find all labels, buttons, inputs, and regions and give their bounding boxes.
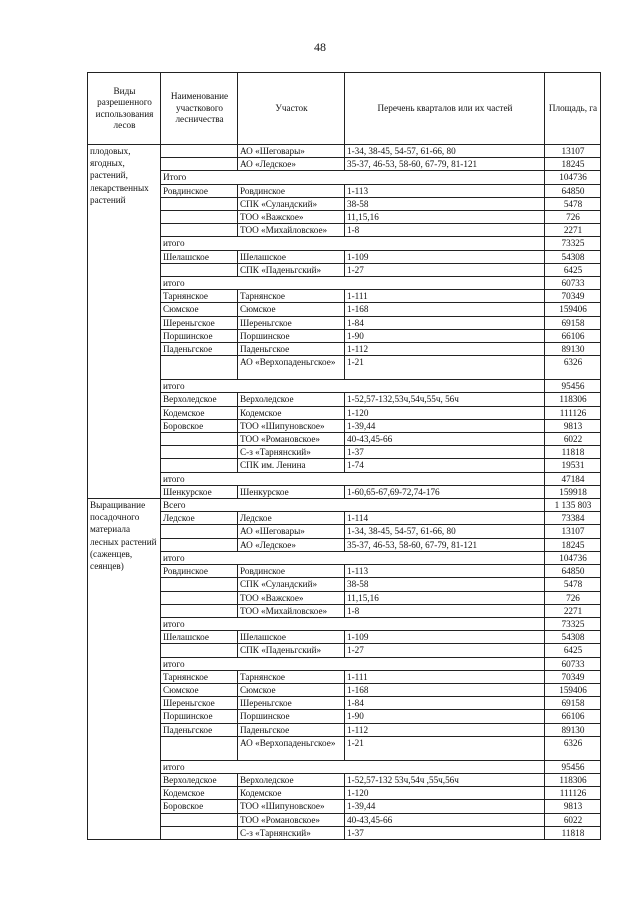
section-cell: АО «Ледское» xyxy=(238,158,345,171)
forestry-cell xyxy=(161,813,238,826)
forestry-cell xyxy=(161,578,238,591)
quarters-cell: 1-84 xyxy=(345,316,545,329)
table-row xyxy=(88,512,601,525)
table-row xyxy=(88,710,601,723)
area-cell: 60733 xyxy=(545,657,601,670)
area-cell: 6425 xyxy=(545,644,601,657)
section-cell: Шелашское xyxy=(238,250,345,263)
area-cell: 95456 xyxy=(545,380,601,393)
table-row xyxy=(88,145,601,158)
table-row xyxy=(88,184,601,197)
header-forestry: Наименование участкового лесничества xyxy=(161,73,238,145)
total-label-cell: итого xyxy=(161,657,545,670)
section-cell: СПК им. Ленина xyxy=(238,459,345,472)
quarters-cell: 1-60,65-67,69-72,74-176 xyxy=(345,485,545,498)
area-cell: 89130 xyxy=(545,343,601,356)
area-cell: 18245 xyxy=(545,538,601,551)
quarters-cell: 11,15,16 xyxy=(345,591,545,604)
quarters-cell: 1-120 xyxy=(345,787,545,800)
area-cell: 19531 xyxy=(545,459,601,472)
area-cell: 13107 xyxy=(545,145,601,158)
table-row xyxy=(88,211,601,224)
forestry-cell: Кодемское xyxy=(161,406,238,419)
area-cell: 104736 xyxy=(545,171,601,184)
section-cell: Ледское xyxy=(238,512,345,525)
area-cell: 159406 xyxy=(545,683,601,696)
table-row xyxy=(88,578,601,591)
table-row xyxy=(88,277,601,290)
table-row xyxy=(88,631,601,644)
forestry-cell xyxy=(161,433,238,446)
table-row xyxy=(88,472,601,485)
forestry-cell: Боровское xyxy=(161,419,238,432)
forestry-cell: Шереньгское xyxy=(161,697,238,710)
section-cell: АО «Шеговары» xyxy=(238,525,345,538)
table-row xyxy=(88,617,601,630)
area-cell: 69158 xyxy=(545,316,601,329)
quarters-cell: 1-21 xyxy=(345,736,545,760)
section-cell: С-з «Тарнянский» xyxy=(238,446,345,459)
table-row xyxy=(88,316,601,329)
section-cell: Сюмское xyxy=(238,303,345,316)
quarters-cell: 1-27 xyxy=(345,263,545,276)
forestry-cell: Шелашское xyxy=(161,631,238,644)
section-cell: АО «Ледское» xyxy=(238,538,345,551)
table-row xyxy=(88,197,601,210)
section-cell: Паденьгское xyxy=(238,723,345,736)
table-row xyxy=(88,171,601,184)
use-kind-cell: Выращивание посадочного материала лесных растений (саженцев, сеянцев) xyxy=(88,499,161,840)
quarters-cell: 1-52,57-132 53ч,54ч ,55ч,56ч xyxy=(345,773,545,786)
area-cell: 159406 xyxy=(545,303,601,316)
total-label-cell: итого xyxy=(161,380,545,393)
table-row xyxy=(88,499,601,512)
area-cell: 18245 xyxy=(545,158,601,171)
quarters-cell: 1-34, 38-45, 54-57, 61-66, 80 xyxy=(345,145,545,158)
forestry-cell: Верхоледское xyxy=(161,393,238,406)
table-body xyxy=(88,145,601,840)
table-row xyxy=(88,525,601,538)
section-cell: Поршинское xyxy=(238,329,345,342)
area-cell: 6425 xyxy=(545,263,601,276)
forestry-cell xyxy=(161,736,238,760)
quarters-cell: 1-109 xyxy=(345,631,545,644)
section-cell: АО «Верхопаденьгское» xyxy=(238,356,345,380)
quarters-cell: 1-111 xyxy=(345,670,545,683)
quarters-cell: 1-74 xyxy=(345,459,545,472)
forestry-cell xyxy=(161,446,238,459)
header-quarters: Перечень кварталов или их частей xyxy=(345,73,545,145)
quarters-cell: 1-8 xyxy=(345,224,545,237)
section-cell: Ровдинское xyxy=(238,565,345,578)
header-kind: Виды разрешенного использования лесов xyxy=(88,73,161,145)
forestry-cell xyxy=(161,145,238,158)
quarters-cell: 35-37, 46-53, 58-60, 67-79, 81-121 xyxy=(345,538,545,551)
forestry-cell: Боровское xyxy=(161,800,238,813)
quarters-cell: 1-8 xyxy=(345,604,545,617)
area-cell: 73384 xyxy=(545,512,601,525)
header-area: Площадь, га xyxy=(545,73,601,145)
table-row xyxy=(88,723,601,736)
forest-use-table xyxy=(87,72,601,840)
table-row xyxy=(88,485,601,498)
table-row xyxy=(88,158,601,171)
table-row xyxy=(88,343,601,356)
section-cell: Кодемское xyxy=(238,406,345,419)
forestry-cell: Тарнянское xyxy=(161,670,238,683)
quarters-cell: 35-37, 46-53, 58-60, 67-79, 81-121 xyxy=(345,158,545,171)
quarters-cell: 38-58 xyxy=(345,578,545,591)
section-cell: Паденьгское xyxy=(238,343,345,356)
table-row xyxy=(88,644,601,657)
quarters-cell: 1-27 xyxy=(345,644,545,657)
forestry-cell: Шереньгское xyxy=(161,316,238,329)
section-cell: Шереньгское xyxy=(238,697,345,710)
quarters-cell: 1-111 xyxy=(345,290,545,303)
quarters-cell: 1-168 xyxy=(345,303,545,316)
quarters-cell: 1-21 xyxy=(345,356,545,380)
quarters-cell: 1-90 xyxy=(345,710,545,723)
area-cell: 95456 xyxy=(545,760,601,773)
area-cell: 118306 xyxy=(545,773,601,786)
quarters-cell: 1-39,44 xyxy=(345,419,545,432)
table-row xyxy=(88,697,601,710)
area-cell: 6022 xyxy=(545,433,601,446)
section-cell: Верхоледское xyxy=(238,773,345,786)
area-cell: 726 xyxy=(545,211,601,224)
area-cell: 6326 xyxy=(545,736,601,760)
forestry-cell xyxy=(161,224,238,237)
section-cell: ТОО «Шипуновское» xyxy=(238,800,345,813)
table-row xyxy=(88,406,601,419)
forestry-cell: Поршинское xyxy=(161,329,238,342)
total-label-cell: итого xyxy=(161,617,545,630)
quarters-cell: 1-112 xyxy=(345,723,545,736)
table-row xyxy=(88,538,601,551)
area-cell: 6022 xyxy=(545,813,601,826)
section-cell: ТОО «Романовское» xyxy=(238,813,345,826)
section-cell: Ровдинское xyxy=(238,184,345,197)
section-cell: Сюмское xyxy=(238,683,345,696)
area-cell: 54308 xyxy=(545,250,601,263)
quarters-cell: 1-37 xyxy=(345,446,545,459)
table-row xyxy=(88,356,601,380)
header-section: Участок xyxy=(238,73,345,145)
table-row xyxy=(88,433,601,446)
table-row xyxy=(88,565,601,578)
quarters-cell: 1-113 xyxy=(345,565,545,578)
total-label-cell: итого xyxy=(161,760,545,773)
quarters-cell: 1-109 xyxy=(345,250,545,263)
section-cell: ТОО «Романовское» xyxy=(238,433,345,446)
section-cell: ТОО «Важское» xyxy=(238,591,345,604)
section-cell: Шелашское xyxy=(238,631,345,644)
forestry-cell: Тарнянское xyxy=(161,290,238,303)
table-row xyxy=(88,224,601,237)
forestry-cell: Кодемское xyxy=(161,787,238,800)
table-header-row xyxy=(88,73,601,145)
forestry-cell xyxy=(161,591,238,604)
table-row xyxy=(88,263,601,276)
area-cell: 2271 xyxy=(545,604,601,617)
area-cell: 54308 xyxy=(545,631,601,644)
area-cell: 64850 xyxy=(545,184,601,197)
section-cell: Тарнянское xyxy=(238,290,345,303)
forestry-cell xyxy=(161,263,238,276)
quarters-cell: 1-112 xyxy=(345,343,545,356)
quarters-cell: 1-90 xyxy=(345,329,545,342)
table-row xyxy=(88,329,601,342)
section-cell: ТОО «Михайловское» xyxy=(238,604,345,617)
table-row xyxy=(88,800,601,813)
section-cell: Кодемское xyxy=(238,787,345,800)
forestry-cell xyxy=(161,158,238,171)
table-row xyxy=(88,446,601,459)
section-cell: С-з «Тарнянский» xyxy=(238,826,345,839)
quarters-cell: 1-39,44 xyxy=(345,800,545,813)
area-cell: 111126 xyxy=(545,406,601,419)
forestry-cell: Ледское xyxy=(161,512,238,525)
area-cell: 111126 xyxy=(545,787,601,800)
table-row xyxy=(88,787,601,800)
section-cell: АО «Шеговары» xyxy=(238,145,345,158)
quarters-cell: 1-34, 38-45, 54-57, 61-66, 80 xyxy=(345,525,545,538)
area-cell: 5478 xyxy=(545,197,601,210)
use-kind-cell: плодовых, ягодных, растений, лекарственных растений xyxy=(88,145,161,499)
area-cell: 60733 xyxy=(545,277,601,290)
area-cell: 66106 xyxy=(545,710,601,723)
forestry-cell: Шелашское xyxy=(161,250,238,263)
section-cell: ТОО «Шипуновское» xyxy=(238,419,345,432)
forestry-cell xyxy=(161,525,238,538)
section-cell: АО «Верхопаденьгское» xyxy=(238,736,345,760)
forestry-cell: Сюмское xyxy=(161,683,238,696)
forestry-cell: Паденьгское xyxy=(161,723,238,736)
table-row xyxy=(88,670,601,683)
forestry-cell xyxy=(161,604,238,617)
forestry-cell xyxy=(161,356,238,380)
table-row xyxy=(88,419,601,432)
quarters-cell: 1-168 xyxy=(345,683,545,696)
total-label-cell: Всего xyxy=(161,499,545,512)
quarters-cell: 1-113 xyxy=(345,184,545,197)
table-row xyxy=(88,393,601,406)
section-cell: Поршинское xyxy=(238,710,345,723)
area-cell: 13107 xyxy=(545,525,601,538)
area-cell: 6326 xyxy=(545,356,601,380)
quarters-cell: 1-84 xyxy=(345,697,545,710)
quarters-cell: 40-43,45-66 xyxy=(345,433,545,446)
section-cell: ТОО «Михайловское» xyxy=(238,224,345,237)
table-row xyxy=(88,290,601,303)
area-cell: 1 135 803 xyxy=(545,499,601,512)
section-cell: Верхоледское xyxy=(238,393,345,406)
forestry-cell xyxy=(161,197,238,210)
table-row xyxy=(88,303,601,316)
forestry-cell: Верхоледское xyxy=(161,773,238,786)
section-cell: Шенкурское xyxy=(238,485,345,498)
area-cell: 5478 xyxy=(545,578,601,591)
quarters-cell: 11,15,16 xyxy=(345,211,545,224)
section-cell: СПК «Суландский» xyxy=(238,578,345,591)
area-cell: 104736 xyxy=(545,551,601,564)
section-cell: Шереньгское xyxy=(238,316,345,329)
table-row xyxy=(88,459,601,472)
table-row xyxy=(88,591,601,604)
table-row xyxy=(88,551,601,564)
area-cell: 70349 xyxy=(545,670,601,683)
area-cell: 89130 xyxy=(545,723,601,736)
forestry-cell: Шенкурское xyxy=(161,485,238,498)
quarters-cell: 1-120 xyxy=(345,406,545,419)
total-label-cell: итого xyxy=(161,551,545,564)
forestry-cell xyxy=(161,538,238,551)
area-cell: 11818 xyxy=(545,826,601,839)
area-cell: 11818 xyxy=(545,446,601,459)
table-row xyxy=(88,237,601,250)
quarters-cell: 38-58 xyxy=(345,197,545,210)
forestry-cell xyxy=(161,644,238,657)
table-row xyxy=(88,813,601,826)
area-cell: 73325 xyxy=(545,237,601,250)
page-number: 48 xyxy=(314,40,326,54)
table-row xyxy=(88,683,601,696)
table-row xyxy=(88,250,601,263)
area-cell: 118306 xyxy=(545,393,601,406)
quarters-cell: 1-52,57-132,53ч,54ч,55ч, 56ч xyxy=(345,393,545,406)
table-row xyxy=(88,760,601,773)
table-row xyxy=(88,826,601,839)
area-cell: 47184 xyxy=(545,472,601,485)
area-cell: 9813 xyxy=(545,419,601,432)
area-cell: 70349 xyxy=(545,290,601,303)
area-cell: 9813 xyxy=(545,800,601,813)
forestry-cell: Ровдинское xyxy=(161,565,238,578)
total-label-cell: итого xyxy=(161,472,545,485)
forestry-cell: Паденьгское xyxy=(161,343,238,356)
quarters-cell: 1-114 xyxy=(345,512,545,525)
forestry-cell xyxy=(161,826,238,839)
forestry-cell xyxy=(161,459,238,472)
table-row xyxy=(88,604,601,617)
forestry-cell: Сюмское xyxy=(161,303,238,316)
table-row xyxy=(88,773,601,786)
total-label-cell: итого xyxy=(161,277,545,290)
forestry-cell: Ровдинское xyxy=(161,184,238,197)
total-label-cell: итого xyxy=(161,237,545,250)
section-cell: Тарнянское xyxy=(238,670,345,683)
area-cell: 726 xyxy=(545,591,601,604)
area-cell: 66106 xyxy=(545,329,601,342)
forestry-cell: Поршинское xyxy=(161,710,238,723)
table-row xyxy=(88,380,601,393)
section-cell: ТОО «Важское» xyxy=(238,211,345,224)
area-cell: 73325 xyxy=(545,617,601,630)
section-cell: СПК «Паденьгский» xyxy=(238,263,345,276)
total-label-cell: Итого xyxy=(161,171,545,184)
area-cell: 2271 xyxy=(545,224,601,237)
table-row xyxy=(88,736,601,760)
forestry-cell xyxy=(161,211,238,224)
section-cell: СПК «Паденьгский» xyxy=(238,644,345,657)
area-cell: 159918 xyxy=(545,485,601,498)
section-cell: СПК «Суландский» xyxy=(238,197,345,210)
area-cell: 64850 xyxy=(545,565,601,578)
quarters-cell: 1-37 xyxy=(345,826,545,839)
area-cell: 69158 xyxy=(545,697,601,710)
quarters-cell: 40-43,45-66 xyxy=(345,813,545,826)
table-row xyxy=(88,657,601,670)
